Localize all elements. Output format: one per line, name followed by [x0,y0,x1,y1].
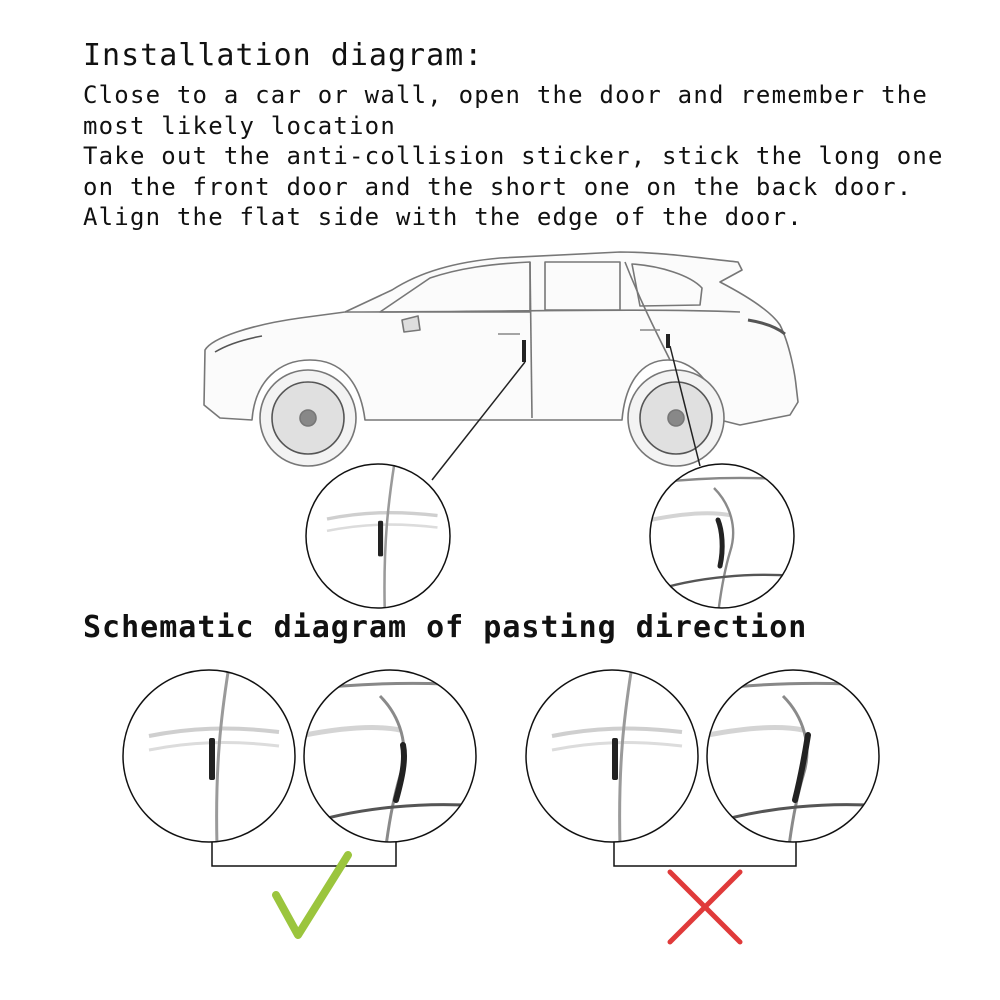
instruction-line: most likely location [83,111,396,140]
zoom-back-door [650,464,794,608]
zoom-front-door [306,460,450,613]
correct-front-circle [123,666,295,846]
wrong-back-circle [703,670,883,846]
check-icon [276,855,348,935]
schematic-title: Schematic diagram of pasting direction [83,610,808,645]
wrong-bracket [614,842,796,866]
instruction-line: Take out the anti-collision sticker, stick the long one [83,142,944,170]
instruction-line: Close to a car or wall, open the door and remember the [83,81,929,109]
instruction-line: on the front door and the short one on the back door. [83,172,913,201]
correct-bracket [212,842,396,866]
wrong-front-circle [526,666,698,846]
correct-back-circle [300,670,480,846]
installation-title: Installation diagram: [83,38,484,73]
car-illustration [204,252,798,466]
instruction-line: Align the flat side with the edge of the door. [83,203,803,231]
cross-icon [670,872,740,942]
